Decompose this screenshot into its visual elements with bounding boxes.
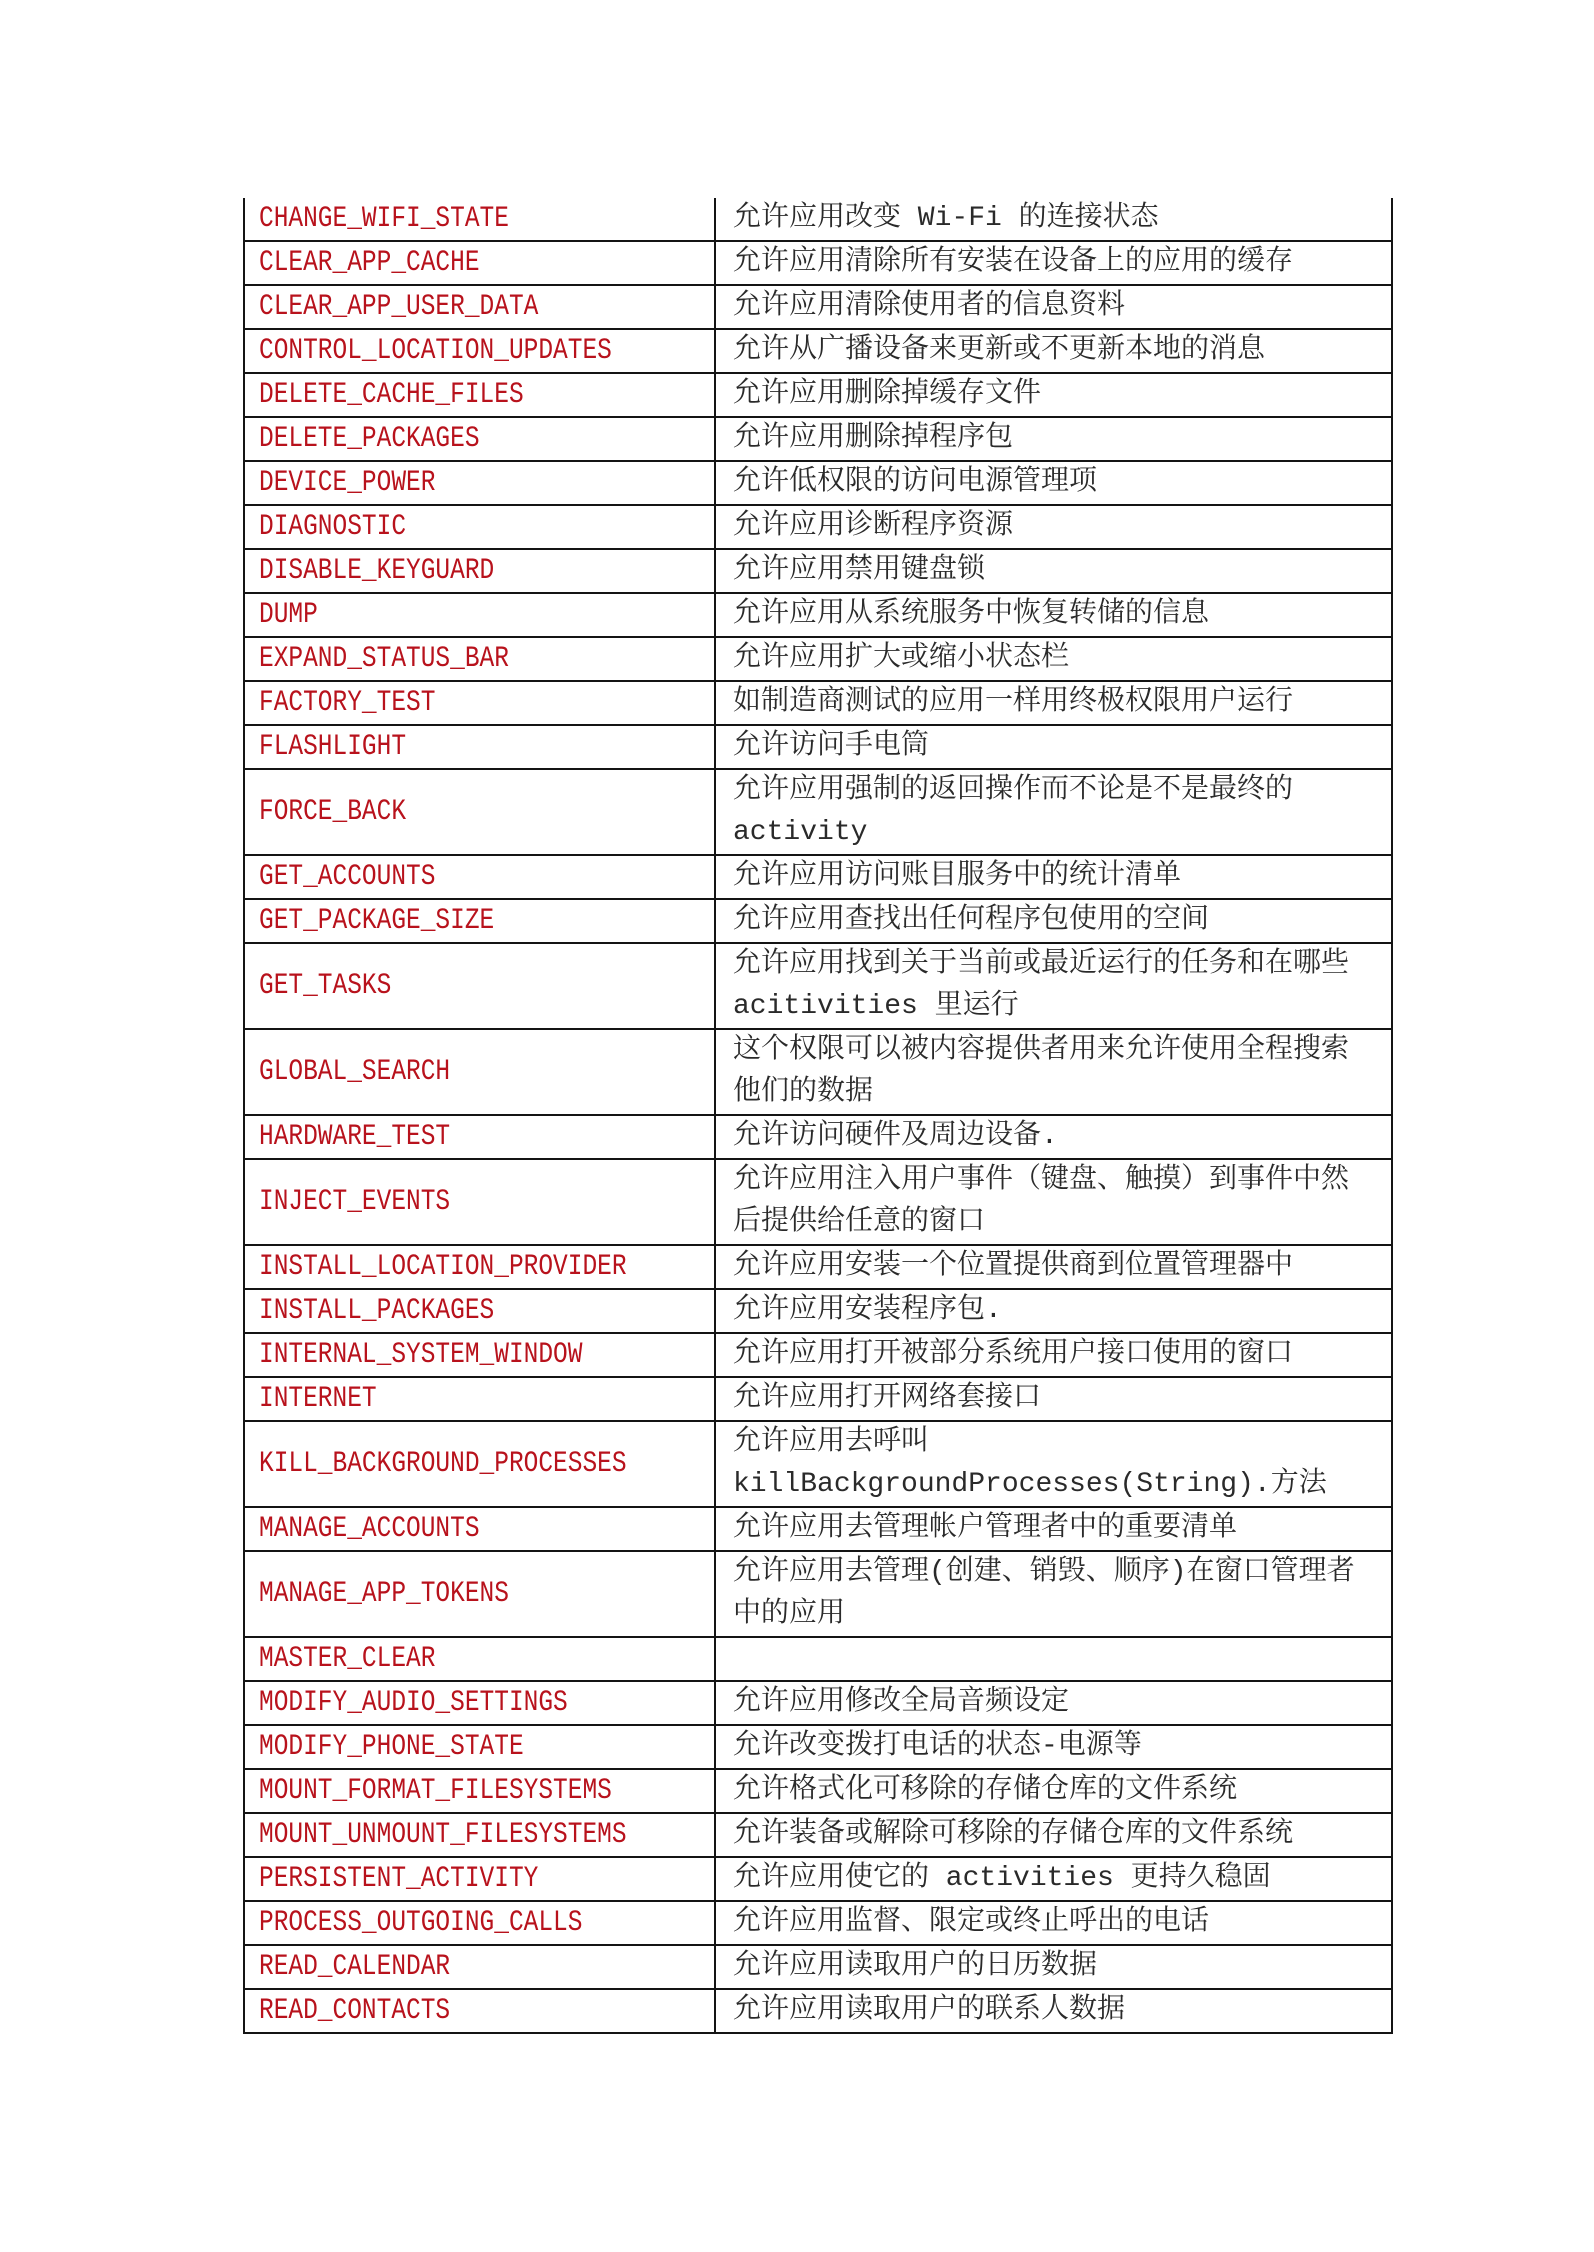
permission-description-line: 后提供给任意的窗口 bbox=[733, 1207, 986, 1238]
table-row bbox=[245, 550, 1391, 594]
permission-name-cell bbox=[245, 1030, 716, 1114]
permission-description-cell bbox=[716, 726, 1391, 768]
permission-description-line: 允许应用使它的 activities 更持久稳固 bbox=[733, 1863, 1271, 1894]
permission-name-cell bbox=[245, 1902, 716, 1944]
permission-description-line: killBackgroundProcesses(String).方法 bbox=[733, 1469, 1327, 1500]
permission-name: INTERNAL_SYSTEM_WINDOW bbox=[259, 1338, 583, 1372]
permission-name: INSTALL_PACKAGES bbox=[259, 1294, 495, 1328]
permission-description-cell bbox=[716, 1030, 1391, 1114]
table-row bbox=[245, 856, 1391, 900]
table-row bbox=[245, 330, 1391, 374]
permission-description-cell bbox=[716, 1508, 1391, 1550]
permission-name-cell bbox=[245, 374, 716, 416]
permission-name-cell bbox=[245, 682, 716, 724]
permission-description-cell bbox=[716, 770, 1391, 854]
table-row bbox=[245, 198, 1391, 242]
table-row bbox=[245, 1334, 1391, 1378]
permission-name-cell bbox=[245, 1422, 716, 1506]
permission-name-cell bbox=[245, 1946, 716, 1988]
permission-description-cell bbox=[716, 1246, 1391, 1288]
table-row bbox=[245, 374, 1391, 418]
permission-name-cell bbox=[245, 1246, 716, 1288]
permission-name-cell bbox=[245, 944, 716, 1028]
permission-description-line: 允许应用扩大或缩小状态栏 bbox=[733, 643, 1070, 674]
permission-description-line: 允许应用删除掉缓存文件 bbox=[733, 379, 1042, 410]
permission-description-line: 允许从广播设备来更新或不更新本地的消息 bbox=[733, 335, 1266, 366]
table-row bbox=[245, 462, 1391, 506]
permission-description-cell bbox=[716, 506, 1391, 548]
permission-name: MODIFY_AUDIO_SETTINGS bbox=[259, 1686, 568, 1720]
table-row bbox=[245, 726, 1391, 770]
permission-name: GLOBAL_SEARCH bbox=[259, 1055, 451, 1089]
permission-name-cell bbox=[245, 550, 716, 592]
permission-name: DELETE_CACHE_FILES bbox=[259, 378, 524, 412]
table-row bbox=[245, 1552, 1391, 1638]
table-row bbox=[245, 286, 1391, 330]
permission-name-cell bbox=[245, 286, 716, 328]
permission-name-cell bbox=[245, 856, 716, 898]
table-row bbox=[245, 638, 1391, 682]
table-row bbox=[245, 1378, 1391, 1422]
table-row bbox=[245, 682, 1391, 726]
permission-name-cell bbox=[245, 1160, 716, 1244]
permission-description-cell bbox=[716, 1726, 1391, 1768]
permission-description-cell bbox=[716, 242, 1391, 284]
permission-name-cell bbox=[245, 1638, 716, 1680]
table-row bbox=[245, 1902, 1391, 1946]
permission-description-line: 允许应用禁用键盘锁 bbox=[733, 555, 986, 586]
permission-name-cell bbox=[245, 1990, 716, 2032]
permission-name: MOUNT_UNMOUNT_FILESYSTEMS bbox=[259, 1818, 627, 1852]
permission-name-cell bbox=[245, 638, 716, 680]
permission-name: DISABLE_KEYGUARD bbox=[259, 554, 495, 588]
permission-name: MODIFY_PHONE_STATE bbox=[259, 1730, 524, 1764]
permission-description-line: 允许应用打开被部分系统用户接口使用的窗口 bbox=[733, 1339, 1294, 1370]
permission-description-cell bbox=[716, 856, 1391, 898]
permission-description-line: 允许应用去管理帐户管理者中的重要清单 bbox=[733, 1513, 1238, 1544]
permission-description-line: 允许低权限的访问电源管理项 bbox=[733, 467, 1098, 498]
permission-name-cell bbox=[245, 1116, 716, 1158]
permission-description-cell bbox=[716, 374, 1391, 416]
table-row bbox=[245, 944, 1391, 1030]
permission-description-cell bbox=[716, 462, 1391, 504]
permission-description-line: 他们的数据 bbox=[733, 1077, 874, 1108]
permission-name: INTERNET bbox=[259, 1382, 377, 1416]
permission-description-line: 允许访问硬件及周边设备. bbox=[733, 1121, 1058, 1152]
permission-description-cell bbox=[716, 1290, 1391, 1332]
table-row bbox=[245, 1030, 1391, 1116]
permission-name: PROCESS_OUTGOING_CALLS bbox=[259, 1906, 583, 1940]
permission-description-cell bbox=[716, 944, 1391, 1028]
permission-name: READ_CONTACTS bbox=[259, 1994, 451, 2028]
permission-name-cell bbox=[245, 1552, 716, 1636]
permission-description-line: 允许格式化可移除的存储仓库的文件系统 bbox=[733, 1775, 1238, 1806]
permission-description-cell bbox=[716, 594, 1391, 636]
permission-name: GET_TASKS bbox=[259, 969, 392, 1003]
permission-name: KILL_BACKGROUND_PROCESSES bbox=[259, 1447, 627, 1481]
permission-description-cell bbox=[716, 638, 1391, 680]
permission-description-cell bbox=[716, 418, 1391, 460]
permission-description-line: 这个权限可以被内容提供者用来允许使用全程搜索 bbox=[733, 1035, 1350, 1066]
table-row bbox=[245, 594, 1391, 638]
permission-name-cell bbox=[245, 900, 716, 942]
permission-description-line: 允许应用删除掉程序包 bbox=[733, 423, 1014, 454]
permission-description-cell bbox=[716, 1552, 1391, 1636]
permission-description-line: 允许应用去管理(创建、销毁、顺序)在窗口管理者 bbox=[733, 1557, 1355, 1588]
table-row bbox=[245, 418, 1391, 462]
table-row bbox=[245, 1858, 1391, 1902]
permission-description-line: 允许应用去呼叫 bbox=[733, 1427, 930, 1458]
permission-description-cell bbox=[716, 1638, 1391, 1680]
permission-name-cell bbox=[245, 198, 716, 240]
permission-name-cell bbox=[245, 1770, 716, 1812]
permission-name-cell bbox=[245, 726, 716, 768]
permission-name-cell bbox=[245, 242, 716, 284]
permission-name: MANAGE_APP_TOKENS bbox=[259, 1577, 509, 1611]
permission-name: GET_ACCOUNTS bbox=[259, 860, 436, 894]
permission-name-cell bbox=[245, 1726, 716, 1768]
table-row bbox=[245, 1990, 1391, 2034]
permission-name: HARDWARE_TEST bbox=[259, 1120, 451, 1154]
table-row bbox=[245, 1682, 1391, 1726]
permission-description-line: 允许应用监督、限定或终止呼出的电话 bbox=[733, 1907, 1210, 1938]
table-row bbox=[245, 1726, 1391, 1770]
permission-description-line: 允许应用安装一个位置提供商到位置管理器中 bbox=[733, 1251, 1294, 1282]
permission-name-cell bbox=[245, 1508, 716, 1550]
permission-description-line: 允许改变拨打电话的状态-电源等 bbox=[733, 1731, 1142, 1762]
permission-description-cell bbox=[716, 1378, 1391, 1420]
permission-name: MASTER_CLEAR bbox=[259, 1642, 436, 1676]
permission-description-line: 允许应用清除使用者的信息资料 bbox=[733, 291, 1126, 322]
permission-description-cell bbox=[716, 1858, 1391, 1900]
permission-description-line: 允许应用查找出任何程序包使用的空间 bbox=[733, 905, 1210, 936]
permission-name: DELETE_PACKAGES bbox=[259, 422, 480, 456]
permission-name: FACTORY_TEST bbox=[259, 686, 436, 720]
table-row bbox=[245, 1814, 1391, 1858]
table-row bbox=[245, 242, 1391, 286]
permission-description-cell bbox=[716, 1902, 1391, 1944]
permission-description-line: 允许应用诊断程序资源 bbox=[733, 511, 1014, 542]
permission-description-line: 允许应用修改全局音频设定 bbox=[733, 1687, 1070, 1718]
permission-name: CLEAR_APP_CACHE bbox=[259, 246, 480, 280]
permission-description-cell bbox=[716, 1116, 1391, 1158]
permission-description-line: 允许访问手电筒 bbox=[733, 731, 930, 762]
permission-description-line: 允许应用访问账目服务中的统计清单 bbox=[733, 861, 1182, 892]
permission-name: FORCE_BACK bbox=[259, 795, 407, 829]
permission-description-line: 允许应用安装程序包. bbox=[733, 1295, 1002, 1326]
permission-description-cell bbox=[716, 1946, 1391, 1988]
permission-description-cell bbox=[716, 198, 1391, 240]
permission-name: CONTROL_LOCATION_UPDATES bbox=[259, 334, 612, 368]
permission-name-cell bbox=[245, 330, 716, 372]
permission-name: MOUNT_FORMAT_FILESYSTEMS bbox=[259, 1774, 612, 1808]
table-row bbox=[245, 1116, 1391, 1160]
permissions-table bbox=[243, 198, 1393, 2034]
table-row bbox=[245, 1246, 1391, 1290]
permission-name: GET_PACKAGE_SIZE bbox=[259, 904, 495, 938]
permission-description-line: activity bbox=[733, 817, 868, 848]
permission-description-line: 允许应用找到关于当前或最近运行的任务和在哪些 bbox=[733, 949, 1350, 980]
permission-name: PERSISTENT_ACTIVITY bbox=[259, 1862, 539, 1896]
permission-description-line bbox=[733, 1638, 1391, 1680]
permission-name-cell bbox=[245, 506, 716, 548]
permission-description-line: 允许应用注入用户事件（键盘、触摸）到事件中然 bbox=[733, 1165, 1350, 1196]
permission-name: EXPAND_STATUS_BAR bbox=[259, 642, 509, 676]
permission-name-cell bbox=[245, 1814, 716, 1856]
table-row bbox=[245, 1160, 1391, 1246]
permission-name-cell bbox=[245, 1682, 716, 1724]
permission-name: DEVICE_POWER bbox=[259, 466, 436, 500]
permission-description-cell bbox=[716, 1334, 1391, 1376]
permission-description-line: 中的应用 bbox=[733, 1599, 846, 1630]
permission-name-cell bbox=[245, 1378, 716, 1420]
permission-description-cell bbox=[716, 1814, 1391, 1856]
permission-description-cell bbox=[716, 286, 1391, 328]
permission-description-line: 允许应用清除所有安装在设备上的应用的缓存 bbox=[733, 247, 1294, 278]
permission-description-line: 允许应用读取用户的日历数据 bbox=[733, 1951, 1098, 1982]
permission-name-cell bbox=[245, 1290, 716, 1332]
permission-name: FLASHLIGHT bbox=[259, 730, 407, 764]
permission-description-line: 允许应用从系统服务中恢复转储的信息 bbox=[733, 599, 1210, 630]
permission-description-cell bbox=[716, 330, 1391, 372]
permission-name: INJECT_EVENTS bbox=[259, 1185, 451, 1219]
permission-description-cell bbox=[716, 1422, 1391, 1506]
permission-description-line: 允许应用打开网络套接口 bbox=[733, 1383, 1042, 1414]
table-row bbox=[245, 900, 1391, 944]
permission-name: INSTALL_LOCATION_PROVIDER bbox=[259, 1250, 627, 1284]
permission-description-line: 如制造商测试的应用一样用终极权限用户运行 bbox=[733, 687, 1294, 718]
table-row bbox=[245, 770, 1391, 856]
table-row bbox=[245, 1290, 1391, 1334]
permission-description-line: acitivities 里运行 bbox=[733, 991, 1019, 1022]
permission-name-cell bbox=[245, 418, 716, 460]
permission-name-cell bbox=[245, 1858, 716, 1900]
permission-description-cell bbox=[716, 1770, 1391, 1812]
permission-name: MANAGE_ACCOUNTS bbox=[259, 1512, 480, 1546]
permission-name: DIAGNOSTIC bbox=[259, 510, 407, 544]
permission-description-cell bbox=[716, 682, 1391, 724]
table-row bbox=[245, 1638, 1391, 1682]
permission-name-cell bbox=[245, 462, 716, 504]
permission-name: CHANGE_WIFI_STATE bbox=[259, 202, 509, 236]
table-row bbox=[245, 1422, 1391, 1508]
permission-description-cell bbox=[716, 550, 1391, 592]
table-row bbox=[245, 506, 1391, 550]
permission-name: CLEAR_APP_USER_DATA bbox=[259, 290, 539, 324]
permission-description-cell bbox=[716, 900, 1391, 942]
permission-name: DUMP bbox=[259, 598, 318, 632]
permission-description-line: 允许装备或解除可移除的存储仓库的文件系统 bbox=[733, 1819, 1294, 1850]
permission-description-line: 允许应用改变 Wi-Fi 的连接状态 bbox=[733, 203, 1159, 234]
permission-description-cell bbox=[716, 1990, 1391, 2032]
permission-description-cell bbox=[716, 1160, 1391, 1244]
table-row bbox=[245, 1508, 1391, 1552]
permission-name-cell bbox=[245, 594, 716, 636]
table-row bbox=[245, 1770, 1391, 1814]
permission-name: READ_CALENDAR bbox=[259, 1950, 451, 1984]
permission-description-cell bbox=[716, 1682, 1391, 1724]
permission-description-line: 允许应用读取用户的联系人数据 bbox=[733, 1995, 1126, 2026]
permission-description-line: 允许应用强制的返回操作而不论是不是最终的 bbox=[733, 775, 1294, 806]
table-row bbox=[245, 1946, 1391, 1990]
permission-name-cell bbox=[245, 770, 716, 854]
permission-name-cell bbox=[245, 1334, 716, 1376]
